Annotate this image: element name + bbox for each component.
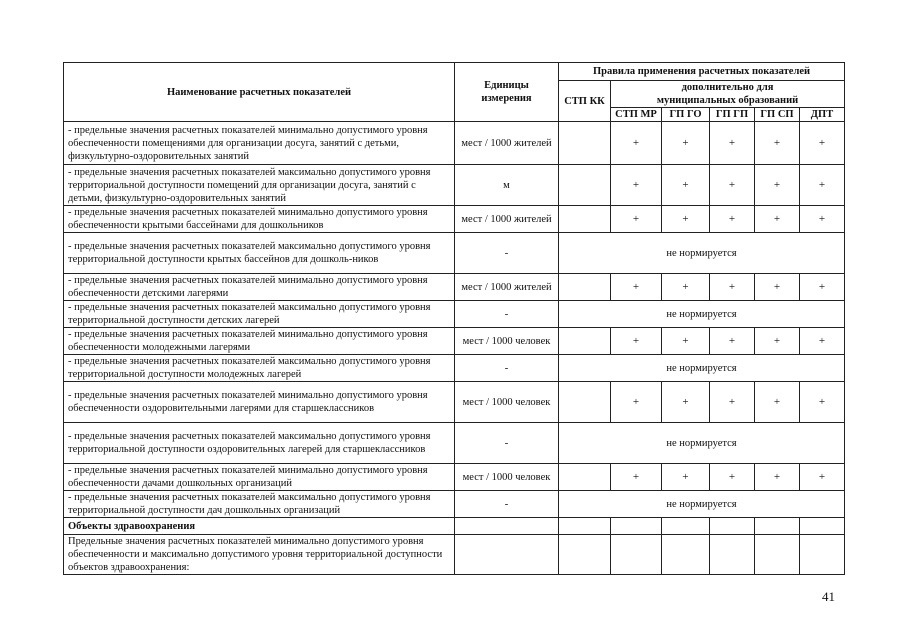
row-mark: + bbox=[662, 328, 710, 355]
empty-cell bbox=[710, 518, 755, 535]
empty-cell bbox=[559, 518, 611, 535]
row-mark: + bbox=[662, 464, 710, 491]
row-name: - предельные значения расчетных показателей минимально допустимого уровня обеспеченности оздоровительными лагерями для старшеклассников bbox=[64, 382, 455, 423]
header-rules: Правила применения расчетных показателей bbox=[559, 63, 845, 81]
table-row bbox=[64, 274, 845, 301]
row-mark: + bbox=[800, 328, 845, 355]
row-mark: + bbox=[710, 122, 755, 165]
row-name: - предельные значения расчетных показателей минимально допустимого уровня обеспеченности детскими лагерями bbox=[64, 274, 455, 301]
row-mark: + bbox=[710, 382, 755, 423]
row-mark: + bbox=[755, 206, 800, 233]
empty-cell bbox=[800, 535, 845, 575]
header-additional: дополнительно для муниципальных образований bbox=[611, 81, 845, 108]
row-mark: + bbox=[662, 206, 710, 233]
header-unit: Единицы измерения bbox=[455, 63, 559, 122]
sub-header-col: ГП ГП bbox=[710, 108, 755, 122]
row-name: - предельные значения расчетных показателей максимально допустимого уровня территориальной доступности помещений для организации досуга, занятий с детьми, физкультурно-оздоровительных занятий bbox=[64, 165, 455, 206]
row-unit: м bbox=[455, 165, 559, 206]
row-mark: + bbox=[710, 274, 755, 301]
sub-header-col: ДПТ bbox=[800, 108, 845, 122]
table-row bbox=[64, 423, 845, 464]
table-row bbox=[64, 165, 845, 206]
row-mark: + bbox=[800, 165, 845, 206]
row-name: - предельные значения расчетных показателей максимально допустимого уровня территориальной доступности молодежных лагерей bbox=[64, 355, 455, 382]
row-mark: + bbox=[755, 328, 800, 355]
table-row bbox=[64, 355, 845, 382]
row-name: - предельные значения расчетных показателей максимально допустимого уровня территориальной доступности дач дошкольных организаций bbox=[64, 491, 455, 518]
empty-cell bbox=[455, 535, 559, 575]
table-row bbox=[64, 535, 845, 575]
row-name: - предельные значения расчетных показателей минимально допустимого уровня обеспеченности дачами дошкольных организаций bbox=[64, 464, 455, 491]
row-note: не нормируется bbox=[559, 355, 845, 382]
table-row bbox=[64, 382, 845, 423]
empty-cell bbox=[755, 518, 800, 535]
empty-cell bbox=[800, 518, 845, 535]
row-stp-kk bbox=[559, 206, 611, 233]
row-mark: + bbox=[755, 122, 800, 165]
empty-cell bbox=[662, 535, 710, 575]
row-stp-kk bbox=[559, 382, 611, 423]
table-row bbox=[64, 301, 845, 328]
sub-header-col: СТП МР bbox=[611, 108, 662, 122]
row-unit: мест / 1000 жителей bbox=[455, 122, 559, 165]
row-name: - предельные значения расчетных показателей максимально допустимого уровня территориальной доступности крытых бассейнов для дошколь-ников bbox=[64, 233, 455, 274]
row-stp-kk bbox=[559, 328, 611, 355]
row-mark: + bbox=[611, 328, 662, 355]
row-stp-kk bbox=[559, 122, 611, 165]
header-stp-kk: СТП КК bbox=[559, 81, 611, 122]
table-row bbox=[64, 122, 845, 165]
sub-header-col: ГП ГО bbox=[662, 108, 710, 122]
row-name: Предельные значения расчетных показателей минимально допустимого уровня обеспеченности и максимально допустимого уровня территориальной доступности объектов здравоохранения: bbox=[64, 535, 455, 575]
row-mark: + bbox=[611, 274, 662, 301]
row-mark: + bbox=[662, 274, 710, 301]
row-stp-kk bbox=[559, 464, 611, 491]
row-mark: + bbox=[710, 328, 755, 355]
table-row bbox=[64, 464, 845, 491]
row-stp-kk bbox=[559, 274, 611, 301]
row-mark: + bbox=[800, 464, 845, 491]
row-mark: + bbox=[800, 206, 845, 233]
row-name: - предельные значения расчетных показателей максимально допустимого уровня территориальной доступности оздоровительных лагерей для старшеклассников bbox=[64, 423, 455, 464]
empty-cell bbox=[559, 535, 611, 575]
document-table-container bbox=[63, 62, 844, 575]
empty-cell bbox=[710, 535, 755, 575]
row-mark: + bbox=[755, 382, 800, 423]
section-row bbox=[64, 518, 845, 535]
table-body bbox=[64, 122, 845, 518]
row-mark: + bbox=[611, 206, 662, 233]
row-mark: + bbox=[662, 165, 710, 206]
empty-cell bbox=[611, 518, 662, 535]
row-note: не нормируется bbox=[559, 301, 845, 328]
sub-header-col: ГП СП bbox=[755, 108, 800, 122]
row-unit: мест / 1000 жителей bbox=[455, 274, 559, 301]
indicators-table bbox=[63, 62, 845, 575]
row-mark: + bbox=[662, 122, 710, 165]
table-row bbox=[64, 233, 845, 274]
row-unit: - bbox=[455, 355, 559, 382]
row-unit: - bbox=[455, 423, 559, 464]
row-mark: + bbox=[611, 122, 662, 165]
page-number: 41 bbox=[822, 589, 835, 604]
row-note: не нормируется bbox=[559, 491, 845, 518]
row-unit: мест / 1000 жителей bbox=[455, 206, 559, 233]
row-mark: + bbox=[755, 274, 800, 301]
row-mark: + bbox=[710, 464, 755, 491]
row-unit: - bbox=[455, 301, 559, 328]
row-mark: + bbox=[800, 382, 845, 423]
row-unit: - bbox=[455, 233, 559, 274]
table-row bbox=[64, 491, 845, 518]
header-name: Наименование расчетных показателей bbox=[64, 63, 455, 122]
row-mark: + bbox=[611, 165, 662, 206]
row-mark: + bbox=[710, 165, 755, 206]
row-unit: мест / 1000 человек bbox=[455, 464, 559, 491]
table-row bbox=[64, 206, 845, 233]
row-mark: + bbox=[710, 206, 755, 233]
row-mark: + bbox=[755, 464, 800, 491]
row-unit: мест / 1000 человек bbox=[455, 328, 559, 355]
row-mark: + bbox=[611, 464, 662, 491]
row-unit: мест / 1000 человек bbox=[455, 382, 559, 423]
row-name: - предельные значения расчетных показателей минимально допустимого уровня обеспеченности помещениями для организации досуга, занятий с детьми, физкультурно-оздоровительных занятий bbox=[64, 122, 455, 165]
row-note: не нормируется bbox=[559, 423, 845, 464]
empty-cell bbox=[455, 518, 559, 535]
empty-cell bbox=[611, 535, 662, 575]
table-row bbox=[64, 328, 845, 355]
row-name: - предельные значения расчетных показателей минимально допустимого уровня обеспеченности крытыми бассейнами для дошкольников bbox=[64, 206, 455, 233]
row-unit: - bbox=[455, 491, 559, 518]
row-mark: + bbox=[611, 382, 662, 423]
row-name: - предельные значения расчетных показателей максимально допустимого уровня территориальной доступности детских лагерей bbox=[64, 301, 455, 328]
row-mark: + bbox=[800, 274, 845, 301]
row-mark: + bbox=[800, 122, 845, 165]
section-title: Объекты здравоохранения bbox=[64, 518, 455, 535]
empty-cell bbox=[755, 535, 800, 575]
row-mark: + bbox=[755, 165, 800, 206]
row-stp-kk bbox=[559, 165, 611, 206]
row-note: не нормируется bbox=[559, 233, 845, 274]
row-name: - предельные значения расчетных показателей минимально допустимого уровня обеспеченности молодежными лагерями bbox=[64, 328, 455, 355]
empty-cell bbox=[662, 518, 710, 535]
row-mark: + bbox=[662, 382, 710, 423]
